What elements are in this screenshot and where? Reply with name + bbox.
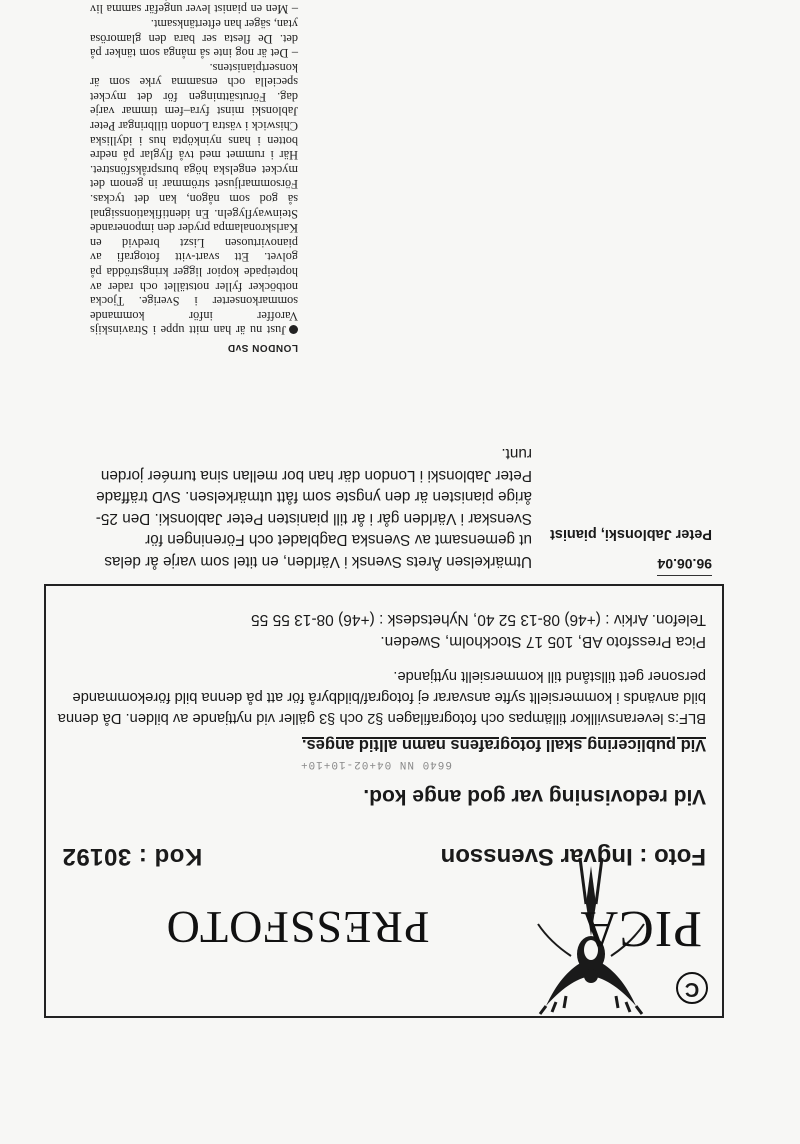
copyright-icon: C [676, 972, 708, 1004]
address-line: Pica Pressfoto AB, 105 17 Stockholm, Sweden. [380, 633, 706, 650]
archive-stamp-code: 6640 NN 04+02-10+10+ [299, 758, 452, 770]
article-kicker: LONDON SvD [227, 342, 298, 353]
logo-pressfoto-text: PRESSFOTO [165, 902, 430, 953]
article-quote-2: – Men en pianist lever ungefär samma liv [90, 2, 298, 17]
terms-text: BLF:s leveransvillkor tillämpas och fotografilagen §2 och §3 gäller vid nyttjande av bilden. Då denna bild används i kommersiellt syfte ansvarar ej fotograf/bildbyrå för att på denna bild förekommande personer gett tillstånd till kommersiellt nyttjande. [57, 668, 706, 726]
logo-pica-text: PICA [579, 900, 702, 957]
pica-pressfoto-logo [166, 899, 702, 958]
article-paragraph: Just nu är han mitt uppe i Stravinskijs Varoffer inför kommande sommarkonserter i Sverige. Tjocka notböcker fyller notstället och rader av hopteipade kopior ligger kringströdda på golvet. Ett svart-vitt fotografi av pianovirtuosen Liszt bredvid en Karlskronalampa pryder den imponerande Steinwayflygeln. En identifikationssignal så god som någon, kan det tyckas. Försommarljuset strömmar in genom det mycket engelska höga burspråksfönstret. Här i rummet med två flyglar på nedre botten i hans nyinköpta hus i idylliska Chiswick i västra London tillbringar Peter Jablonski minst fyra–fem timmar varje dag. Förutsättningen för det mycket speciella och ensamma yrke som är konsertpianistens. [90, 60, 298, 338]
photographer-credit: Foto : Ingvar Svensson [440, 843, 706, 870]
newspaper-clipping [90, 0, 298, 354]
article-quote: – Det är nog inte så många som tänker på det. De flesta ser bara den glamorösa ytan, säger han eftertänksamt. [90, 16, 298, 61]
agency-address [56, 608, 706, 652]
publicering-notice: Vid publicering skall fotografens namn alltid anges. [301, 736, 706, 754]
caption-date: 96.06.04 [657, 556, 712, 572]
caption-title: Peter Jablonski, pianist [550, 526, 712, 542]
bullet-icon [289, 325, 298, 334]
pica-pressfoto-stamp [44, 584, 724, 1018]
photo-code: Kod : 30192 [62, 843, 203, 870]
redovisning-notice: Vid redovisning var god ange kod. [363, 785, 706, 808]
caption-body: Utmärkelsen Årets Svensk i Världen, en titel som varje år delas ut gemensamt av Svenska Dagbladet och Föreningen för Svenskar i Världen går i år till pianisten Peter Jablonski. Den 25-årige pianisten är den yngste som fått utmärkelsen. SvD träffade Peter Jablonski i London där han bor mellan sina turnéer jorden runt. [95, 445, 532, 570]
phone-line: Telefon. Arkiv : (+46) 08-13 52 40, Nyhetsdesk : (+46) 08-13 55 55 [251, 611, 706, 628]
